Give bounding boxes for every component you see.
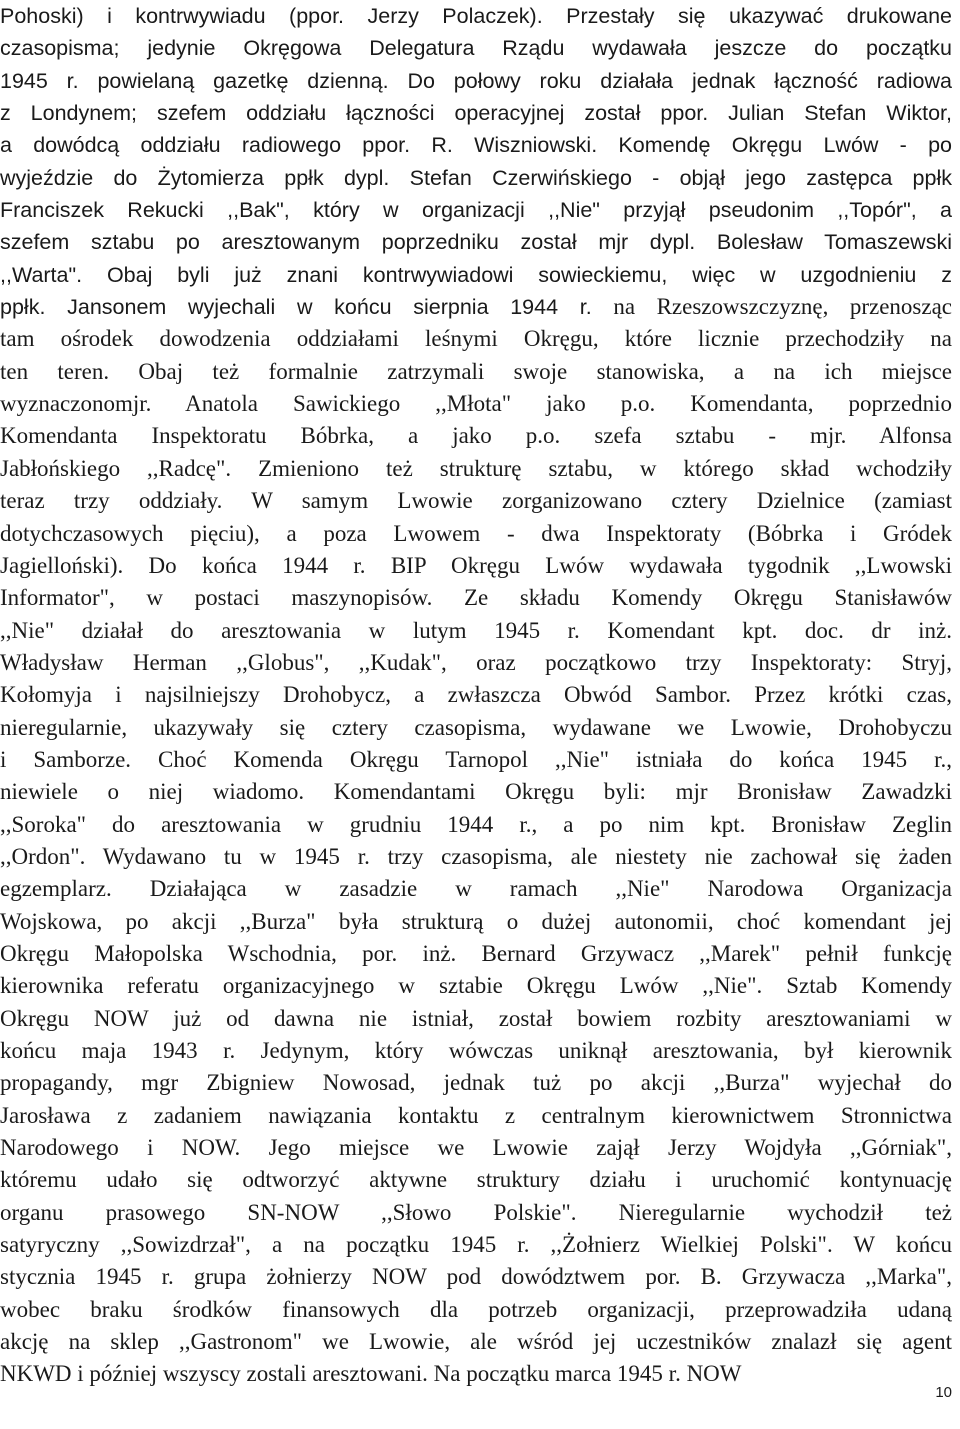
text-line xyxy=(0,1100,952,1132)
text-line xyxy=(0,1003,952,1035)
text-line xyxy=(0,1229,952,1261)
text-run: z Londynem; szefem oddziału łączności operacyjnej został ppor. Julian Stefan Wiktor, xyxy=(0,101,952,126)
text-run: satyryczny ,,Sowizdrzał", a na początku 1945 r. ,,Żołnierz Wielkiej Polski". W końcu xyxy=(0,1232,952,1258)
text-run: 1945 r. powielaną gazetkę dzienną. Do połowy roku działała jednak łączność radiowa xyxy=(0,68,952,93)
text-line xyxy=(0,647,952,679)
text-run: teraz trzy oddziały. W samym Lwowie zorganizowano cztery Dzielnice (zamiast xyxy=(0,488,952,514)
text-line xyxy=(0,809,952,841)
text-line xyxy=(0,906,952,938)
text-run: wyznaczonomjr. Anatola Sawickiego ,,Młota" jako p.o. Komendanta, poprzednio xyxy=(0,391,952,417)
text-run: propagandy, mgr Zbigniew Nowosad, jednak tuż po akcji ,,Burza" wyjechał do xyxy=(0,1070,952,1096)
text-line xyxy=(0,550,952,582)
text-line xyxy=(0,129,952,161)
text-line xyxy=(0,388,952,420)
text-run: stycznia 1945 r. grupa żołnierzy NOW pod dowództwem por. B. Grzywacza ,,Marka", xyxy=(0,1264,952,1290)
text-run: Okręgu NOW już od dawna nie istniał, został bowiem rozbity aresztowaniami w xyxy=(0,1005,952,1031)
text-run: na Rzeszowszczyznę, przenosząc xyxy=(613,294,952,320)
text-line xyxy=(0,453,952,485)
text-line xyxy=(0,420,952,452)
text-run: Kołomyja i najsilniejszy Drohobycz, a zwłaszcza Obwód Sambor. Przez krótki czas, xyxy=(0,682,952,708)
text-run: dotychczasowych pięciu), a poza Lwowem - dwa Inspektoraty (Bóbrka i Gródek xyxy=(0,520,952,546)
text-line xyxy=(0,518,952,550)
text-run: akcję na sklep ,,Gastronom" we Lwowie, ale wśród jej uczestników znalazł się agent xyxy=(0,1329,952,1355)
text-line xyxy=(0,744,952,776)
text-line xyxy=(0,291,952,323)
text-run: wyjeździe do Żytomierza ppłk dypl. Stefan Czerwińskiego - objął jego zastępca ppłk xyxy=(0,165,952,190)
text-run: czasopisma; jedynie Okręgowa Delegatura Rządu wydawała jeszcze do początku xyxy=(0,36,952,61)
text-run: tam ośrodek dowodzenia oddziałami leśnymi Okręgu, które licznie przechodziły na xyxy=(0,326,952,352)
text-run: Narodowego i NOW. Jego miejsce we Lwowie zajął Jerzy Wojdyła ,,Górniak", xyxy=(0,1135,952,1161)
text-run: Komendanta Inspektoratu Bóbrka, a jako p.o. szefa sztabu - mjr. Alfonsa xyxy=(0,423,952,449)
page-number: 10 xyxy=(935,1384,952,1401)
text-line xyxy=(0,1197,952,1229)
text-run: ,,Nie" działał do aresztowania w lutym 1945 r. Komendant kpt. doc. dr inż. xyxy=(0,617,952,643)
text-run: Jabłońskiego ,,Radcę". Zmieniono też strukturę sztabu, w którego skład wchodziły xyxy=(0,455,952,481)
text-run: organu prasowego SN-NOW ,,Słowo Polskie". Nieregularnie wychodził też xyxy=(0,1199,952,1225)
text-line xyxy=(0,1164,952,1196)
text-run: niewiele o niej wiadomo. Komendantami Okręgu byli: mjr Bronisław Zawadzki xyxy=(0,779,952,805)
text-line xyxy=(0,1326,952,1358)
text-run: Wojskowa, po akcji ,,Burza" była strukturą o dużej autonomii, choć komendant jej xyxy=(0,908,952,934)
text-run: ,,Soroka" do aresztowania w grudniu 1944 r., a po nim kpt. Bronisław Zeglin xyxy=(0,811,952,837)
text-line xyxy=(0,1358,952,1390)
text-line xyxy=(0,65,952,97)
text-line xyxy=(0,162,952,194)
text-line xyxy=(0,32,952,64)
text-line xyxy=(0,97,952,129)
text-run: ppłk. Jansonem wyjechali w końcu sierpnia 1944 r. xyxy=(0,295,614,320)
text-run: i Samborze. Choć Komenda Okręgu Tarnopol ,,Nie" istniała do końca 1945 r., xyxy=(0,746,952,772)
text-line xyxy=(0,1261,952,1293)
text-line xyxy=(0,873,952,905)
text-run: kierownika referatu organizacyjnego w sztabie Okręgu Lwów ,,Nie". Sztab Komendy xyxy=(0,973,952,999)
text-line xyxy=(0,615,952,647)
text-line xyxy=(0,194,952,226)
text-run: końcu maja 1943 r. Jedynym, który wówczas uniknął aresztowania, był kierownik xyxy=(0,1038,952,1063)
text-run: a dowódcą oddziału radiowego ppor. R. Wiszniowski. Komendę Okręgu Lwów - po xyxy=(0,133,952,158)
text-run: szefem sztabu po aresztowanym poprzedniku został mjr dypl. Bolesław Tomaszewski xyxy=(0,230,952,255)
text-line xyxy=(0,356,952,388)
text-line xyxy=(0,485,952,517)
text-line xyxy=(0,0,952,32)
text-line xyxy=(0,970,952,1002)
text-line xyxy=(0,226,952,258)
text-run: nieregularnie, ukazywały się cztery czasopisma, wydawane we Lwowie, Drohobyczu xyxy=(0,714,952,740)
text-run: Franciszek Rekucki ,,Bak", który w organizacji ,,Nie" przyjął pseudonim ,,Topór", a xyxy=(0,198,952,223)
text-line xyxy=(0,841,952,873)
text-run: ten teren. Obaj też formalnie zatrzymali swoje stanowiska, a na ich miejsce xyxy=(0,358,952,384)
text-line xyxy=(0,323,952,355)
text-line xyxy=(0,1294,952,1326)
text-line xyxy=(0,938,952,970)
text-run: NKWD i później wszyscy zostali aresztowani. Na początku marca 1945 r. NOW xyxy=(0,1361,742,1387)
text-line xyxy=(0,259,952,291)
text-run: Jarosława z zadaniem nawiązania kontaktu z centralnym kierownictwem Stronnictwa xyxy=(0,1102,952,1128)
text-run: Informator", w postaci maszynopisów. Ze składu Komendy Okręgu Stanisławów xyxy=(0,585,952,611)
text-line xyxy=(0,1132,952,1164)
text-line xyxy=(0,776,952,808)
text-run: Pohoski) i kontrwywiadu (ppor. Jerzy Polaczek). Przestały się ukazywać drukowane xyxy=(0,4,952,28)
text-line xyxy=(0,712,952,744)
text-run: egzemplarz. Działająca w zasadzie w ramach ,,Nie" Narodowa Organizacja xyxy=(0,876,952,902)
text-run: Władysław Herman ,,Globus", ,,Kudak", oraz początkowo trzy Inspektoraty: Stryj, xyxy=(0,649,952,675)
text-run: Okręgu Małopolska Wschodnia, por. inż. Bernard Grzywacz ,,Marek" pełnił funkcję xyxy=(0,940,952,966)
text-run: ,,Warta". Obaj byli już znani kontrwywiadowi sowieckiemu, więc w uzgodnieniu z xyxy=(0,262,952,287)
text-run: któremu udało się odtworzyć aktywne struktury działu i uruchomić kontynuację xyxy=(0,1167,952,1193)
text-run: Jagielloński). Do końca 1944 r. BIP Okręgu Lwów wydawała tygodnik ,,Lwowski xyxy=(0,552,952,578)
text-run: ,,Ordon". Wydawano tu w 1945 r. trzy czasopisma, ale niestety nie zachował się żaden xyxy=(0,843,952,869)
text-line xyxy=(0,1067,952,1099)
text-line xyxy=(0,1035,952,1067)
text-line xyxy=(0,582,952,614)
text-line xyxy=(0,679,952,711)
text-run: wobec braku środków finansowych dla potrzeb organizacji, przeprowadziła udaną xyxy=(0,1296,952,1322)
